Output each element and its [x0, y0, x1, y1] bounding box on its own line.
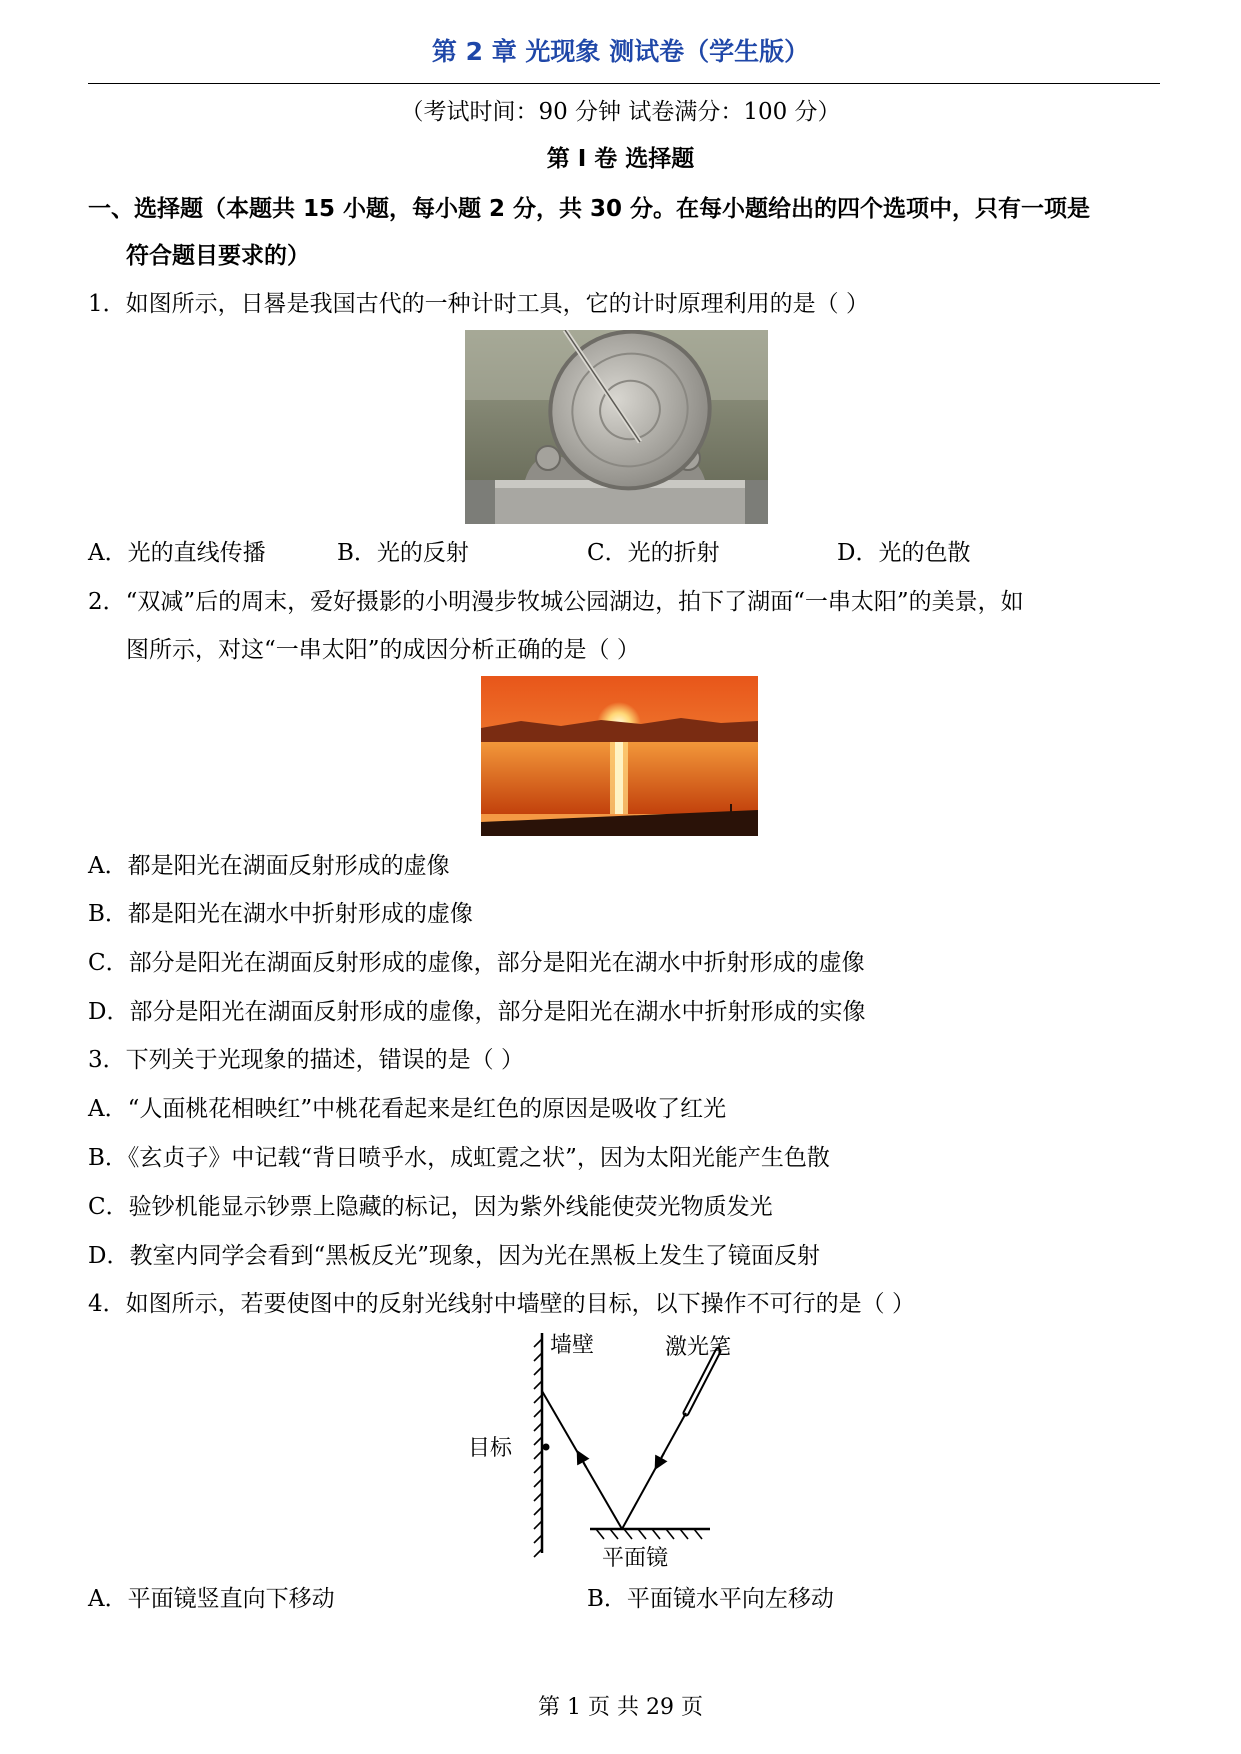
- q1-option-b: B．光的反射: [337, 540, 469, 566]
- reflection-diagram: [460, 1325, 780, 1570]
- exam-info: （考试时间：90 分钟 试卷满分：100 分）: [400, 99, 841, 125]
- mirror-label: 平面镜: [602, 1546, 669, 1570]
- q2-option-b: B．都是阳光在湖水中折射形成的虚像: [88, 901, 473, 927]
- section-heading-line1: 一、选择题（本题共 15 小题，每小题 2 分，共 30 分。在每小题给出的四个选项中，只有一项是: [88, 196, 1091, 222]
- q2-option-c: C．部分是阳光在湖面反射形成的虚像，部分是阳光在湖水中折射形成的虚像: [88, 950, 865, 976]
- sunset-lake-image: [481, 676, 758, 836]
- part-title: 第 I 卷 选择题: [546, 146, 695, 172]
- q3-option-c: C．验钞机能显示钞票上隐藏的标记，因为紫外线能使荧光物质发光: [88, 1194, 773, 1220]
- q4-option-a: A．平面镜竖直向下移动: [88, 1586, 335, 1612]
- q2-option-a: A．都是阳光在湖面反射形成的虚像: [88, 853, 450, 879]
- target-dot: [543, 1444, 550, 1451]
- laser-label: 激光笔: [665, 1335, 732, 1360]
- q4-stem: 4．如图所示，若要使图中的反射光线射中墙壁的目标，以下操作不可行的是（ ）: [88, 1291, 915, 1317]
- target-label: 目标: [468, 1436, 513, 1461]
- section-heading-line2: 符合题目要求的）: [126, 243, 310, 269]
- page-number: 第 1 页 共 29 页: [538, 1695, 703, 1720]
- q3-option-a: A．“人面桃花相映红”中桃花看起来是红色的原因是吸收了红光: [88, 1096, 727, 1122]
- page-title: 第 2 章 光现象 测试卷（学生版）: [431, 37, 810, 66]
- q1-option-a: A．光的直线传播: [88, 540, 266, 566]
- q3-stem: 3．下列关于光现象的描述，错误的是（ ）: [88, 1047, 524, 1073]
- q3-option-d: D．教室内同学会看到“黑板反光”现象，因为光在黑板上发生了镜面反射: [88, 1243, 820, 1269]
- wall-label: 墙壁: [550, 1333, 595, 1358]
- sundial-image: [465, 330, 768, 524]
- q1-option-d: D．光的色散: [837, 540, 971, 566]
- q2-option-d: D．部分是阳光在湖面反射形成的虚像，部分是阳光在湖水中折射形成的实像: [88, 999, 866, 1025]
- q2-stem-line1: 2．“双减”后的周末，爱好摄影的小明漫步牧城公园湖边，拍下了湖面“一串太阳”的美景，如: [88, 589, 1024, 615]
- q1-option-c: C．光的折射: [587, 540, 720, 566]
- q3-option-b: B．《玄贞子》中记载“背日喷乎水，成虹霓之状”，因为太阳光能产生色散: [88, 1145, 830, 1171]
- q4-option-b: B．平面镜水平向左移动: [587, 1586, 834, 1612]
- q1-stem: 1．如图所示，日晷是我国古代的一种计时工具，它的计时原理利用的是（ ）: [88, 291, 869, 317]
- q2-stem-line2: 图所示，对这“一串太阳”的成因分析正确的是（ ）: [126, 637, 640, 663]
- header-divider: [88, 83, 1160, 84]
